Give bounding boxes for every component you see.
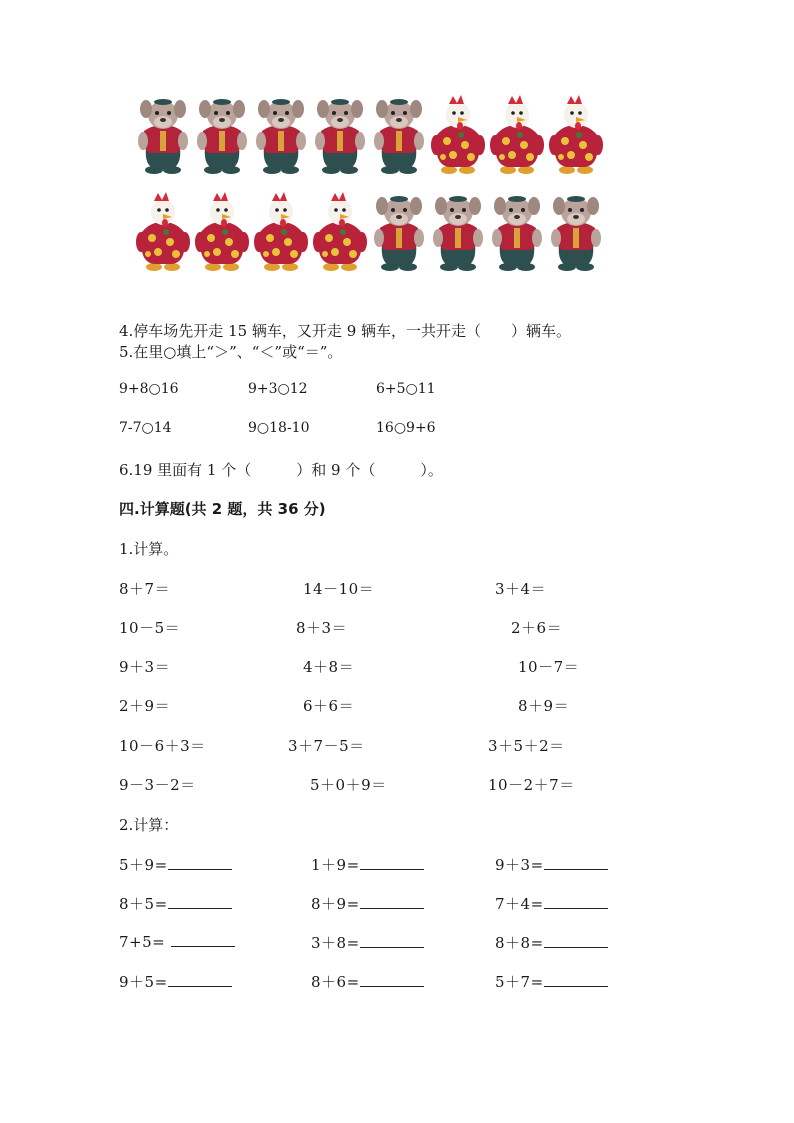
dog-figure	[370, 95, 428, 175]
calc-item	[311, 854, 424, 875]
calc-item	[495, 893, 608, 914]
section-title: 四.计算题(共 2 题，共 36 分)	[119, 500, 326, 518]
answer-blank[interactable]	[360, 933, 424, 948]
answer-blank[interactable]	[544, 972, 608, 987]
calc-expression: 8＋3＝	[296, 619, 348, 637]
rooster-figure	[134, 192, 192, 272]
dog-figure	[311, 95, 369, 175]
compare-item: 16○9+6	[376, 420, 436, 436]
rooster-figure	[193, 192, 251, 272]
rooster-figure	[311, 192, 369, 272]
compare-item: 7-7○14	[119, 420, 172, 436]
calc-item	[495, 854, 608, 875]
calc-expression: 10－2＋7＝	[488, 776, 575, 794]
rooster-figure	[252, 192, 310, 272]
calc-expression: 9＋5=	[119, 973, 168, 991]
dog-figure	[252, 95, 310, 175]
calc-item	[119, 893, 232, 914]
calc-item	[311, 932, 424, 953]
dog-figure	[488, 192, 546, 272]
calc-expression: 5＋9=	[119, 856, 168, 874]
dog-figure	[429, 192, 487, 272]
answer-blank[interactable]	[168, 894, 232, 909]
calc-expression: 8＋5=	[119, 895, 168, 913]
calc-expression: 5＋0＋9＝	[310, 776, 387, 794]
calc-item	[119, 854, 232, 875]
calc-expression: 10－7＝	[518, 658, 580, 676]
calc-expression: 8＋7＝	[119, 580, 171, 598]
answer-blank[interactable]	[168, 855, 232, 870]
calc-expression: 8＋9=	[311, 895, 360, 913]
answer-blank[interactable]	[544, 894, 608, 909]
calc-expression: 6＋6＝	[303, 697, 355, 715]
calc-expression: 14－10＝	[303, 580, 375, 598]
dog-figure	[134, 95, 192, 175]
answer-blank[interactable]	[171, 932, 235, 947]
calc-item	[495, 932, 608, 953]
answer-blank[interactable]	[360, 894, 424, 909]
calc-expression: 4＋8＝	[303, 658, 355, 676]
calc-expression: 10－6＋3＝	[119, 737, 206, 755]
calc-item	[119, 932, 235, 951]
calc-expression: 8＋8=	[495, 934, 544, 952]
answer-blank[interactable]	[360, 972, 424, 987]
rooster-figure	[429, 95, 487, 175]
dog-figure	[193, 95, 251, 175]
calc-expression: 10－5＝	[119, 619, 181, 637]
calc-expression: 9＋3=	[495, 856, 544, 874]
answer-blank[interactable]	[168, 972, 232, 987]
calc-expression: 9－3－2＝	[119, 776, 196, 794]
animal-row-1	[134, 95, 606, 175]
rooster-figure	[488, 95, 546, 175]
calc-expression: 7+5=	[119, 933, 171, 951]
calc1-title: 1.计算。	[119, 540, 179, 558]
calc-expression: 7＋4=	[495, 895, 544, 913]
compare-item: 9+8○16	[119, 381, 179, 397]
calc-item	[495, 971, 608, 992]
calc-expression: 3＋8=	[311, 934, 360, 952]
dog-figure	[547, 192, 605, 272]
calc2-title: 2.计算：	[119, 816, 179, 834]
calc-expression: 2＋6＝	[511, 619, 563, 637]
dog-figure	[370, 192, 428, 272]
animal-row-2	[134, 192, 606, 272]
question-6: 6.19 里面有 1 个（ ）和 9 个（ ）。	[119, 461, 443, 479]
compare-item: 9○18-10	[248, 420, 310, 436]
calc-expression: 1＋9=	[311, 856, 360, 874]
question-4: 4.停车场先开走 15 辆车，又开走 9 辆车，一共开走（ ）辆车。	[119, 322, 572, 340]
calc-expression: 3＋7－5＝	[288, 737, 365, 755]
calc-expression: 8＋9＝	[518, 697, 570, 715]
compare-item: 6+5○11	[376, 381, 436, 397]
question-5: 5.在里○填上“＞”、“＜”或“＝”。	[119, 343, 343, 361]
calc-item	[119, 971, 232, 992]
compare-item: 9+3○12	[248, 381, 308, 397]
calc-expression: 9＋3＝	[119, 658, 171, 676]
answer-blank[interactable]	[360, 855, 424, 870]
calc-expression: 3＋5＋2＝	[488, 737, 565, 755]
answer-blank[interactable]	[544, 855, 608, 870]
calc-item	[311, 971, 424, 992]
calc-expression: 8＋6=	[311, 973, 360, 991]
calc-expression: 3＋4＝	[495, 580, 547, 598]
calc-item	[311, 893, 424, 914]
calc-expression: 2＋9＝	[119, 697, 171, 715]
answer-blank[interactable]	[544, 933, 608, 948]
calc-expression: 5＋7=	[495, 973, 544, 991]
rooster-figure	[547, 95, 605, 175]
